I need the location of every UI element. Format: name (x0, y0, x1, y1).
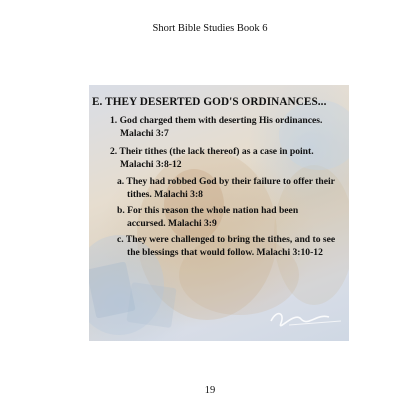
outline-sub-b-line-2: accursed. Malachi 3:9 (127, 218, 217, 229)
outline-point-1-line-1: 1. God charged them with deserting His ordinances. (110, 115, 323, 126)
outline-point-1-line-2: Malachi 3:7 (120, 128, 169, 139)
outline-sub-b-line-1: b. For this reason the whole nation had been (117, 205, 299, 216)
outline-sub-c-line-2: the blessings that would follow. Malachi 3:10-12 (127, 247, 323, 258)
outline-sub-a-line-1: a. They had robbed God by their failure to offer their (117, 176, 335, 187)
page-number: 19 (204, 385, 216, 396)
outline-heading: E. THEY DESERTED GOD'S ORDINANCES... (92, 96, 327, 108)
outline-sub-a-line-2: tithes. Malachi 3:8 (127, 189, 203, 200)
outline-sub-c-line-1: c. They were challenged to bring the tithes, and to see (117, 234, 336, 245)
outline-point-2-line-2: Malachi 3:8-12 (120, 159, 182, 170)
slide-image (89, 85, 349, 341)
slide-outline (89, 85, 349, 341)
outline-point-2-line-1: 2. Their tithes (the lack thereof) as a case in point. (110, 146, 314, 157)
page-header-book-title: Short Bible Studies Book 6 (152, 23, 268, 34)
